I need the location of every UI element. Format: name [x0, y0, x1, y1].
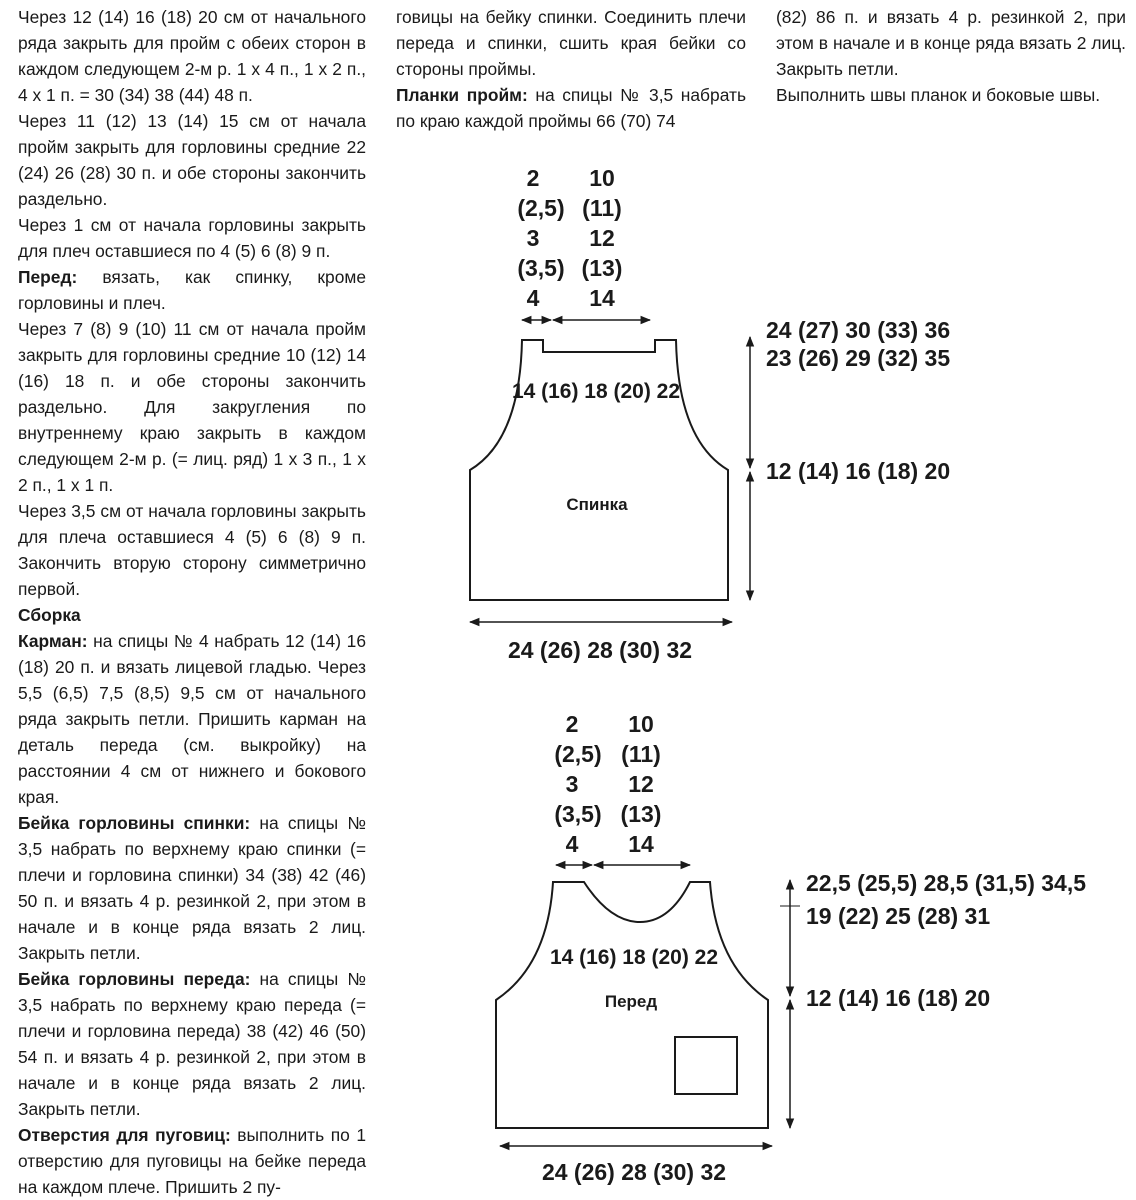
paragraph-text: на спицы № 4 набрать 12 (14) 16 (18) 20 п. и вязать лицевой гладью. Через 5,5 (6,5) 7,5 (8,5) 9,5 см от начального ряда закрыть петли. Пришить карман на деталь переда (см. выкройку) на расстоянии 4 см от нижнего и бокового края.: [18, 631, 366, 807]
paragraph: Через 7 (8) 9 (10) 11 см от начала пройм закрыть для горловины средние 10 (12) 14 (16) 18 п. и обе стороны закончить раздельно. Для закругления по внутреннему краю закрыть в каждом следующем 2-м р. (= лиц. ряд) 1 х 3 п., 1 х 2 п., 1 х 1 п.: [18, 319, 366, 495]
paragraph: Через 1 см от начала горловины закрыть для плеч оставшиеся по 4 (5) 6 (8) 9 п.: [18, 215, 366, 261]
section-title-text: Сборка: [18, 605, 81, 625]
section-heading: Планки пройм:: [396, 85, 528, 105]
back-shoulder-dim-2: (2,5): [517, 195, 565, 221]
back-width: 24 (26) 28 (30) 32: [507, 637, 693, 663]
front-label: Перед: [604, 992, 658, 1011]
section-heading: Бейка горловины переда:: [18, 969, 251, 989]
back-shoulder-dim-4: (3,5): [517, 255, 565, 281]
paragraph-text: вязать, как спинку, кроме горловины и плеч.: [18, 267, 366, 313]
back-label: Спинка: [566, 495, 628, 514]
back-shoulder-dim-1: 2: [526, 165, 540, 191]
front-neck-depth-3: 12: [628, 771, 654, 797]
back-neck-depth-2: (11): [582, 195, 622, 221]
back-side-height: 12 (14) 16 (18) 20: [766, 458, 951, 484]
front-neck-depth-2: (11): [621, 741, 661, 767]
back-armhole-height: 23 (26) 29 (32) 35: [766, 345, 951, 371]
front-shoulder-dim-3: 3: [565, 771, 579, 797]
section-heading: Отверстия для пуговиц:: [18, 1125, 231, 1145]
back-schematic: [470, 165, 950, 663]
paragraph: (82) 86 п. и вязать 4 р. резинкой 2, при этом в начале и в конце ряда вязать 2 лиц. Закрыть петли.: [776, 7, 1126, 79]
front-neck-width: 14 (16) 18 (20) 22: [549, 946, 719, 969]
section-heading: Бейка горловины спинки:: [18, 813, 251, 833]
back-shoulder-dim-3: 3: [526, 225, 540, 251]
back-neck-depth-3: 12: [589, 225, 615, 251]
front-shoulder-dim-5: 4: [565, 831, 579, 857]
back-outline: [470, 340, 728, 600]
front-neck-depth-4: (13): [620, 801, 662, 827]
section-heading: Перед:: [18, 267, 78, 287]
front-total-height: 22,5 (25,5) 28,5 (31,5) 34,5: [806, 870, 1087, 896]
paragraph: Выполнить швы планок и боковые швы.: [776, 85, 1101, 105]
front-shoulder-dim-1: 2: [565, 711, 579, 737]
paragraph: Через 3,5 см от начала горловины закрыть для плеча оставшиеся 4 (5) 6 (8) 9 п. Закончить вторую сторону симметрично первой.: [18, 501, 366, 599]
back-shoulder-dim-5: 4: [526, 285, 540, 311]
paragraph-text: выполнить по 1 отверстию для пуговицы на бейке переда на каждом плече. Пришить 2 пу-: [18, 1125, 366, 1197]
front-side-height: 12 (14) 16 (18) 20: [806, 985, 991, 1011]
back-neck-width: 14 (16) 18 (20) 22: [511, 380, 681, 403]
paragraph-text: на спицы № 3,5 набрать по краю каждой проймы 66 (70) 74: [396, 85, 747, 131]
back-total-height: 24 (27) 30 (33) 36: [766, 317, 951, 343]
pocket: [675, 1037, 737, 1094]
front-neck-depth-5: 14: [628, 831, 654, 857]
paragraph: говицы на бейку спинки. Соединить плечи переда и спинки, сшить края бейки со стороны проймы.: [396, 7, 746, 79]
front-shoulder-dim-4: (3,5): [554, 801, 602, 827]
front-width: 24 (26) 28 (30) 32: [541, 1159, 727, 1185]
back-neck-depth-5: 14: [589, 285, 615, 311]
paragraph: Через 11 (12) 13 (14) 15 см от начала пройм закрыть для горловины средние 22 (24) 26 (28) 30 п. и обе стороны закончить раздельно.: [18, 111, 366, 209]
paragraph-text: на спицы № 3,5 набрать по верхнему краю переда (= плечи и горловина переда) 38 (42) 46 (50) 54 п. и вязать 4 р. резинкой 2, при этом в начале и в конце ряда вязать 2 лиц. Закрыть петли.: [18, 969, 366, 1119]
front-armhole-height: 19 (22) 25 (28) 31: [806, 903, 991, 929]
front-neck-depth-1: 10: [628, 711, 654, 737]
front-shoulder-dim-2: (2,5): [554, 741, 602, 767]
back-neck-depth-4: (13): [581, 255, 623, 281]
back-neck-depth-1: 10: [589, 165, 615, 191]
paragraph: Через 12 (14) 16 (18) 20 см от начального ряда закрыть для пройм с обеих сторон в каждом следующем 2-м р. 1 х 4 п., 1 х 2 п., 4 х 1 п. = 30 (34) 38 (44) 48 п.: [18, 7, 366, 105]
section-heading: Карман:: [18, 631, 88, 651]
paragraph-text: на спицы № 3,5 набрать по верхнему краю спинки (= плечи и горловина спинки) 34 (38) 42 (46) 50 п. и вязать 4 р. резинкой 2, при этом в начале и в конце ряда вязать 2 лиц. Закрыть петли.: [18, 813, 366, 963]
front-schematic: [496, 711, 1086, 1185]
